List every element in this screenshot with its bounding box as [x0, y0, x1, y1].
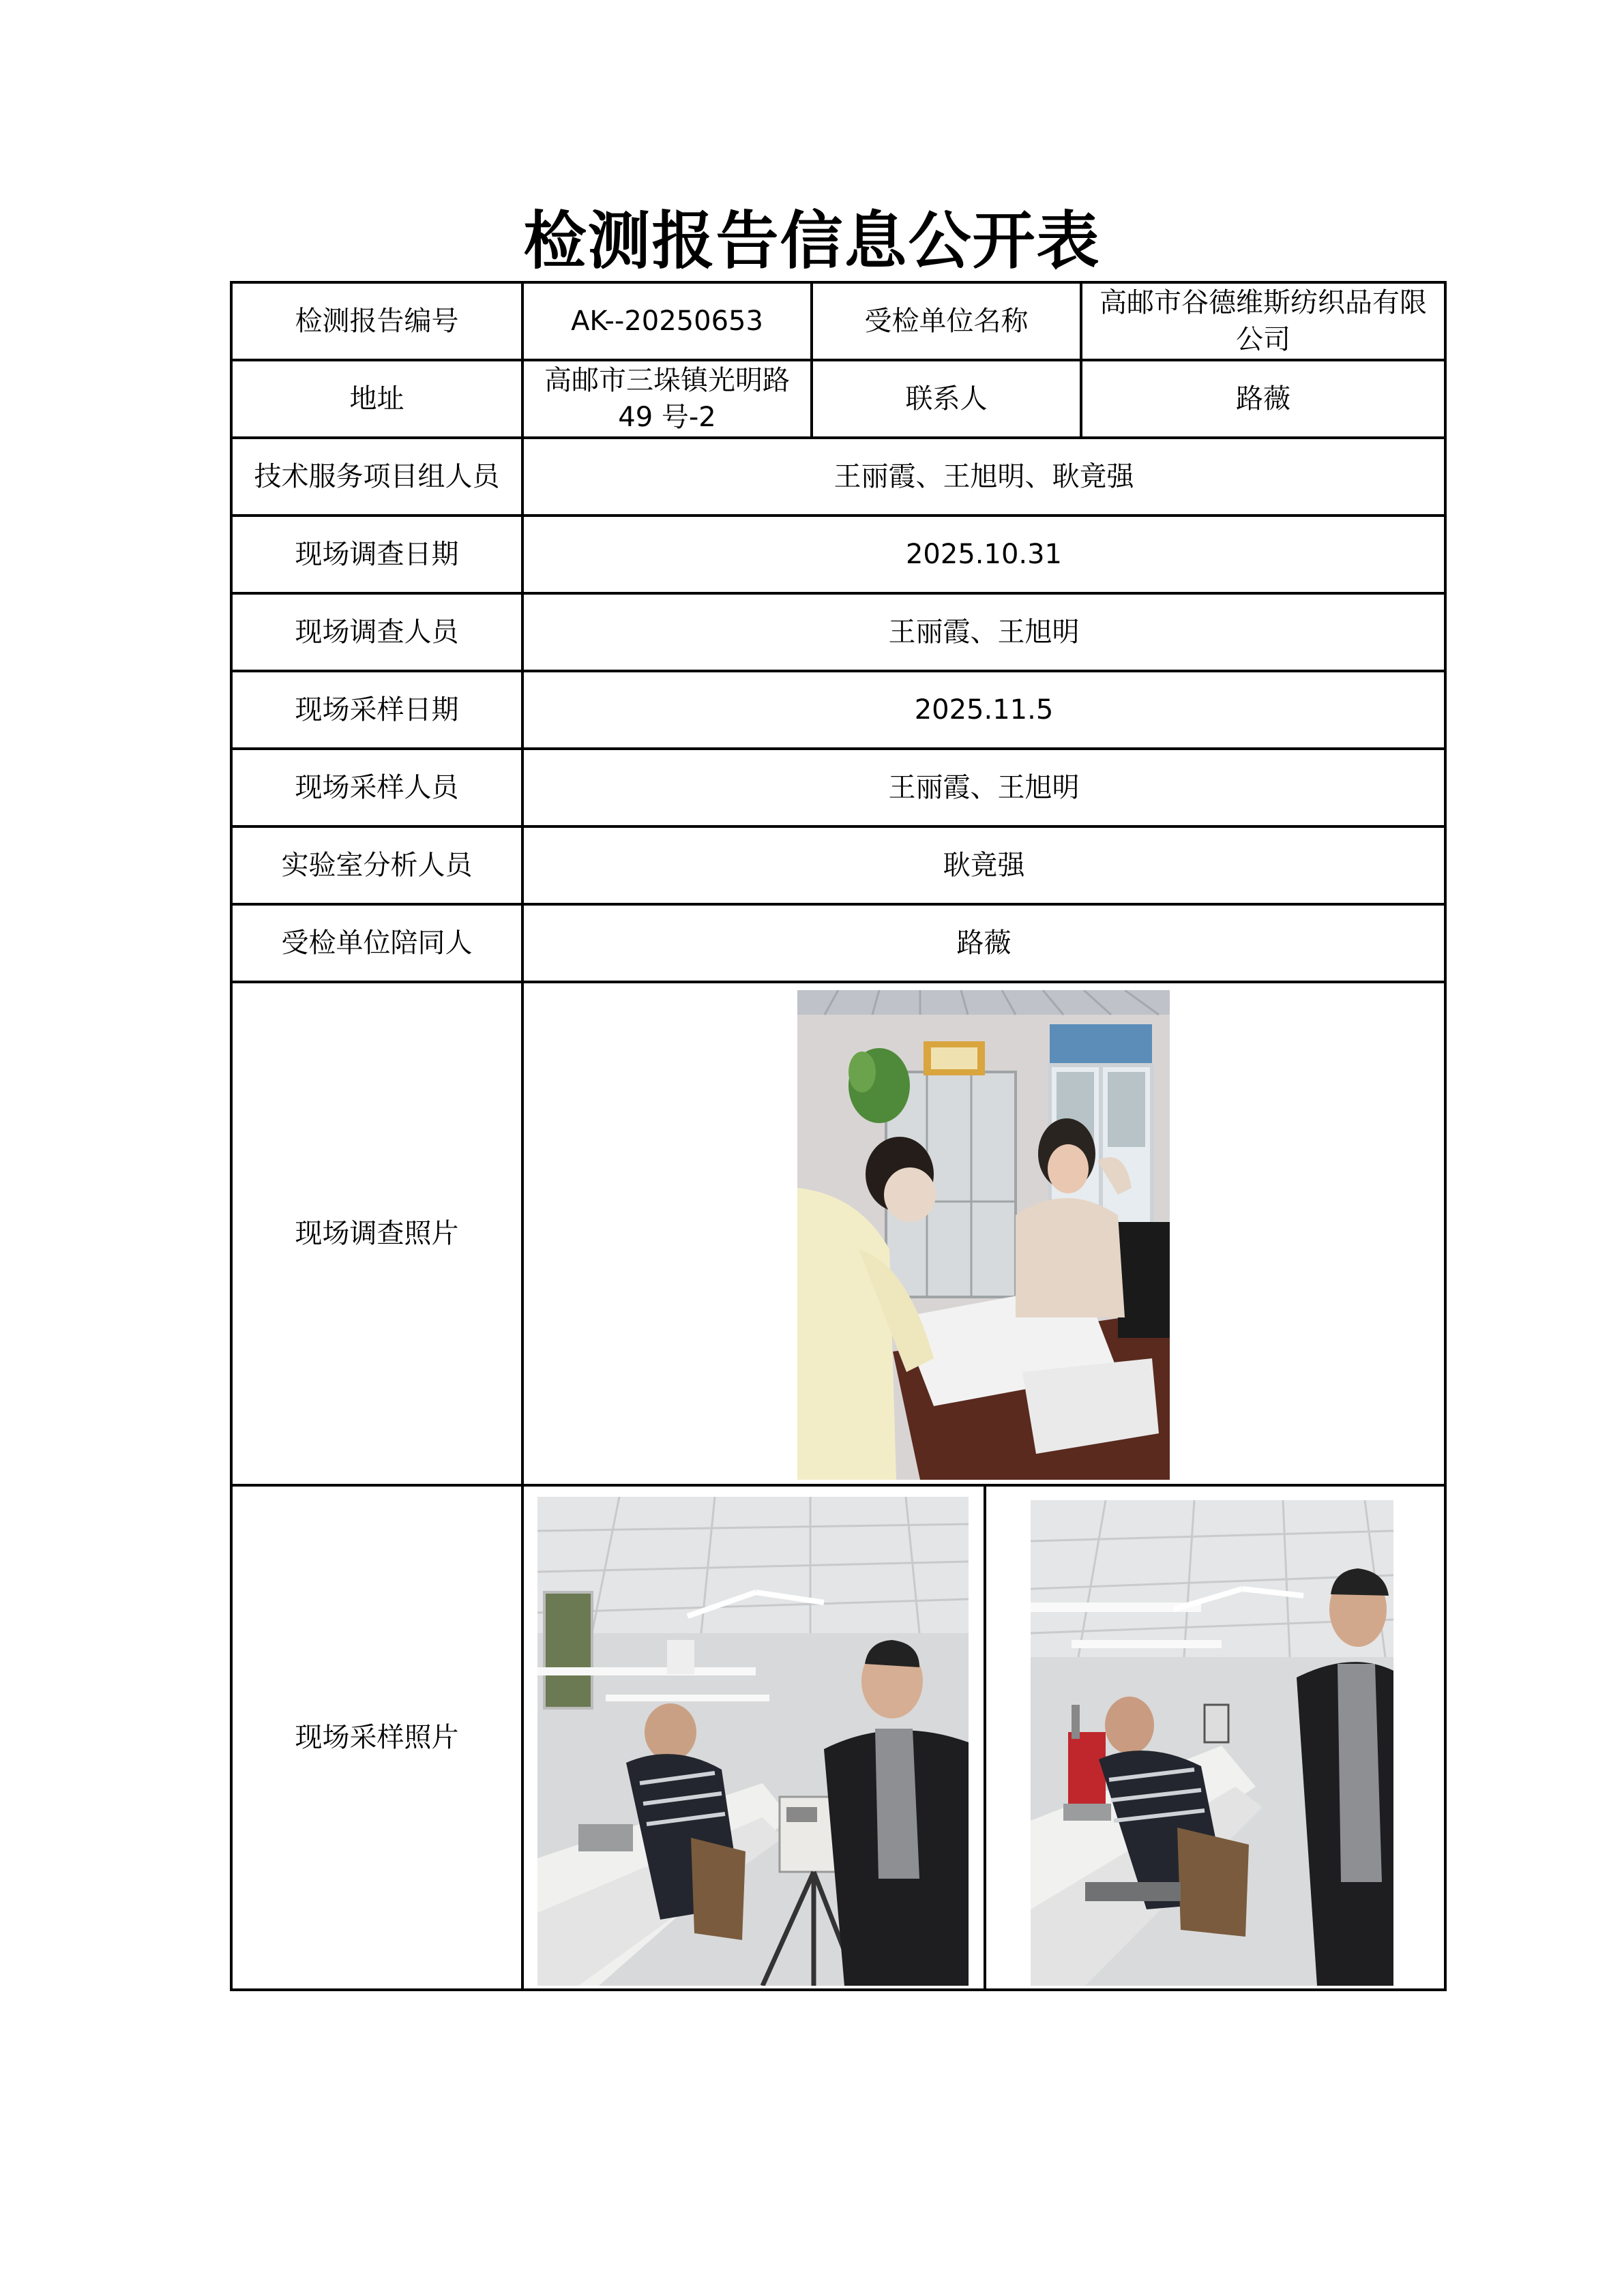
table-row: [231, 904, 1445, 982]
sampling-photo-1: [537, 1497, 969, 1986]
team-label: 技术服务项目组人员: [231, 438, 522, 516]
table-row: [231, 593, 1445, 671]
escort-value: 路薇: [522, 904, 1445, 982]
sampling-date-value: 2025.11.5: [522, 671, 1445, 749]
inspected-unit-value: 高邮市谷德维斯纺织品有限公司: [1081, 282, 1445, 360]
inspected-unit-label: 受检单位名称: [812, 282, 1081, 360]
address-label: 地址: [231, 360, 522, 438]
sampling-photo-2-image: [1031, 1500, 1393, 1986]
report-no-value: AK--20250653: [522, 282, 812, 360]
sampling-photo-2: [1031, 1500, 1393, 1986]
address-value: 高邮市三垛镇光明路49 号-2: [522, 360, 812, 438]
survey-photo: [797, 990, 1170, 1480]
sampling-staff-value: 王丽霞、王旭明: [522, 749, 1445, 826]
sampling-photo-1-image: [537, 1497, 969, 1986]
escort-label: 受检单位陪同人: [231, 904, 522, 982]
survey-photo-label: 现场调查照片: [231, 982, 522, 1485]
sampling-photo-label: 现场采样照片: [231, 1485, 522, 1990]
sampling-date-label: 现场采样日期: [231, 671, 522, 749]
survey-photo-cell: [522, 982, 1445, 1485]
sampling-photo-area: [524, 1487, 1444, 1988]
page-title: 检测报告信息公开表: [523, 204, 1101, 278]
photo-divider: [984, 1487, 986, 1988]
team-value: 王丽霞、王旭明、耿竟强: [522, 438, 1445, 516]
table-row: [231, 438, 1445, 516]
survey-date-value: 2025.10.31: [522, 516, 1445, 593]
survey-staff-label: 现场调查人员: [231, 593, 522, 671]
table-row: [231, 982, 1445, 1485]
lab-analyst-value: 耿竟强: [522, 826, 1445, 904]
survey-date-label: 现场调查日期: [231, 516, 522, 593]
lab-analyst-label: 实验室分析人员: [231, 826, 522, 904]
table-row: [231, 516, 1445, 593]
contact-label: 联系人: [812, 360, 1081, 438]
sampling-photo-cell: [522, 1485, 1445, 1990]
table-row: [231, 671, 1445, 749]
sampling-staff-label: 现场采样人员: [231, 749, 522, 826]
table-row: [231, 749, 1445, 826]
table-row: [231, 1485, 1445, 1990]
survey-photo-image: [797, 990, 1170, 1480]
table-row: [231, 826, 1445, 904]
contact-value: 路薇: [1081, 360, 1445, 438]
table-row: [231, 360, 1445, 438]
table-row: [231, 282, 1445, 360]
report-no-label: 检测报告编号: [231, 282, 522, 360]
info-table: [230, 281, 1447, 1991]
survey-staff-value: 王丽霞、王旭明: [522, 593, 1445, 671]
